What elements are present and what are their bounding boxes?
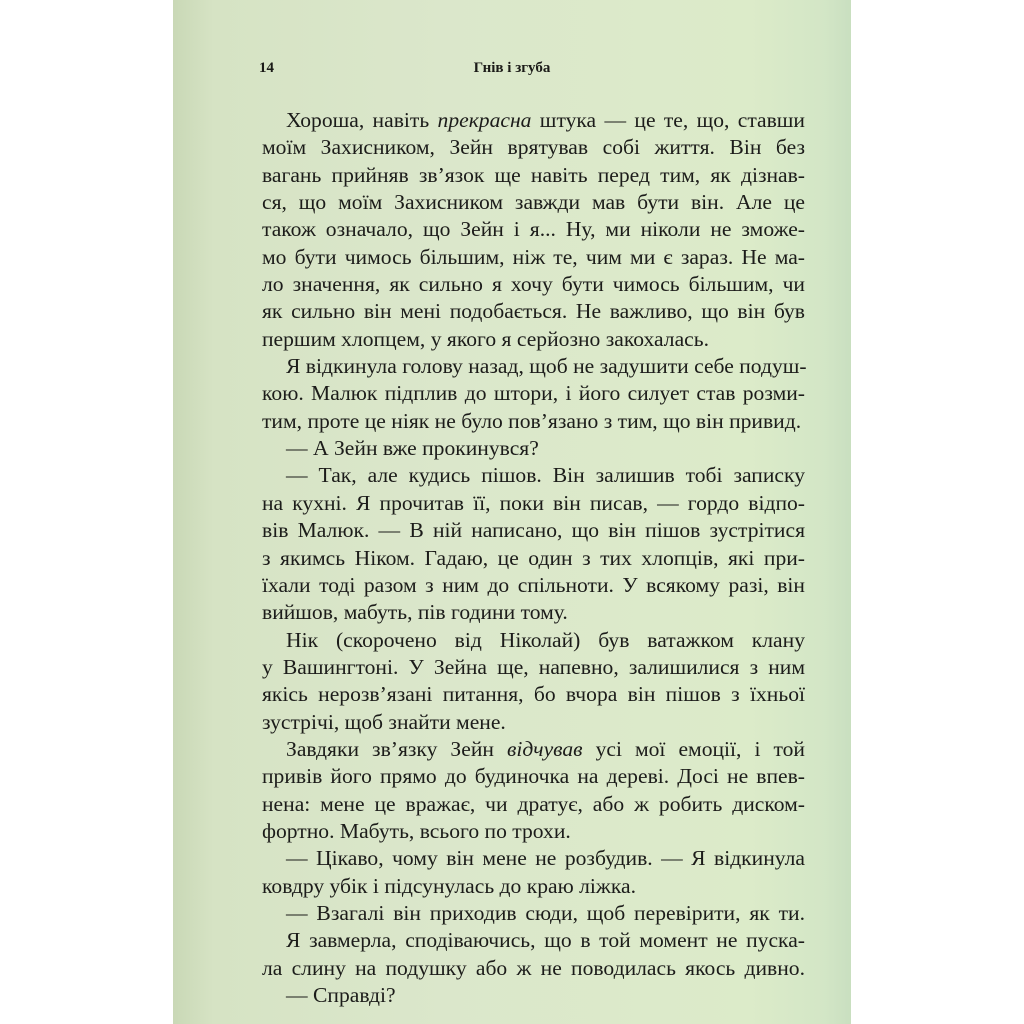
text-line: з якимсь Ніком. Гадаю, це один з тих хлопців, які при- [262, 545, 805, 570]
text-line: ло значення, як сильно я хочу бути чимось більшим, чи [262, 272, 805, 297]
text-run: усі мої емоції, і той [582, 736, 805, 761]
text-run: Хороша, навіть [286, 108, 438, 132]
text-line: — Справді? [286, 983, 396, 1007]
text-line: тим, проте це ніяк не було пов’язано з тим, що він привид. [262, 408, 802, 433]
text-run: штука — це те, що, ставши [531, 108, 805, 132]
text-line: ся, що моїм Захисником завжди мав бути він. Але це [262, 190, 805, 215]
text-line: вів Малюк. — В ній написано, що він пішов зустрітися [262, 518, 805, 543]
book-page [173, 0, 851, 1024]
text-line: як сильно він мені подобається. Не важливо, що він був [262, 299, 805, 324]
text-line: якісь нерозв’язані питання, бо вчора він пішов з їхньої [262, 682, 805, 707]
text-line: першим хлопцем, у якого я серйозно закохалась. [262, 326, 709, 351]
text-line: Я відкинула голову назад, щоб не задушити себе подуш- [286, 354, 807, 379]
text-line: на кухні. Я прочитав її, поки він писав, — гордо відпо- [262, 490, 805, 515]
text-line: ла слину на подушку або ж не поводилась якось дивно. [262, 955, 805, 980]
text-line: — Взагалі він приходив сюди, щоб перевірити, як ти. [286, 900, 805, 925]
text-run: Завдяки зв’язку Зейн [286, 736, 507, 761]
text-line: їхали тоді разом з ним до спільноти. У всякому разі, він [262, 572, 805, 597]
text-line [262, 107, 805, 134]
text-line: Я завмерла, сподіваючись, що в той момент не пуска- [286, 928, 805, 953]
text-line: фортно. Мабуть, всього по трохи. [262, 818, 571, 843]
text-line: кою. Малюк підплив до штори, і його силует став розми- [262, 381, 805, 406]
text-line: моїм Захисником, Зейн врятував собі життя. Він без [262, 135, 805, 160]
emphasized-word: відчував [506, 736, 583, 761]
text-line: — Так, але кудись пішов. Він залишив тобі записку [286, 463, 805, 488]
running-head [173, 58, 851, 82]
page-number: 14 [259, 60, 274, 76]
text-line: — Цікаво, чому він мене не розбудив. — Я відкинула [286, 846, 805, 871]
text-line: нена: мене це вражає, чи дратує, або ж робить диском- [262, 791, 805, 816]
text-line: зустрічі, щоб знайти мене. [262, 709, 506, 734]
text-line [262, 736, 805, 763]
text-line: привів його прямо до будиночка на дереві. Досі не впев- [262, 764, 805, 789]
text-line: вийшов, мабуть, пів години тому. [262, 600, 568, 625]
text-line: — А Зейн вже прокинувся? [286, 436, 539, 461]
text-line: ковдру убік і підсунулась до краю ліжка. [262, 873, 636, 898]
text-line: у Вашингтоні. У Зейна ще, напевно, залишилися з ним [262, 654, 805, 679]
body-text [262, 107, 805, 1009]
text-line: вагань прийняв зв’язок ще навіть перед тим, як дізнав- [262, 162, 805, 187]
emphasized-word: прекрасна [437, 108, 532, 132]
text-line: Нік (скорочено від Ніколай) був ватажком клану [286, 627, 805, 652]
running-title: Гнів і згуба [473, 60, 551, 76]
text-line: також означало, що Зейн і я... Ну, ми ніколи не зможе- [262, 217, 805, 242]
text-line: мо бути чимось більшим, ніж те, чим ми є зараз. Не ма- [262, 244, 805, 269]
